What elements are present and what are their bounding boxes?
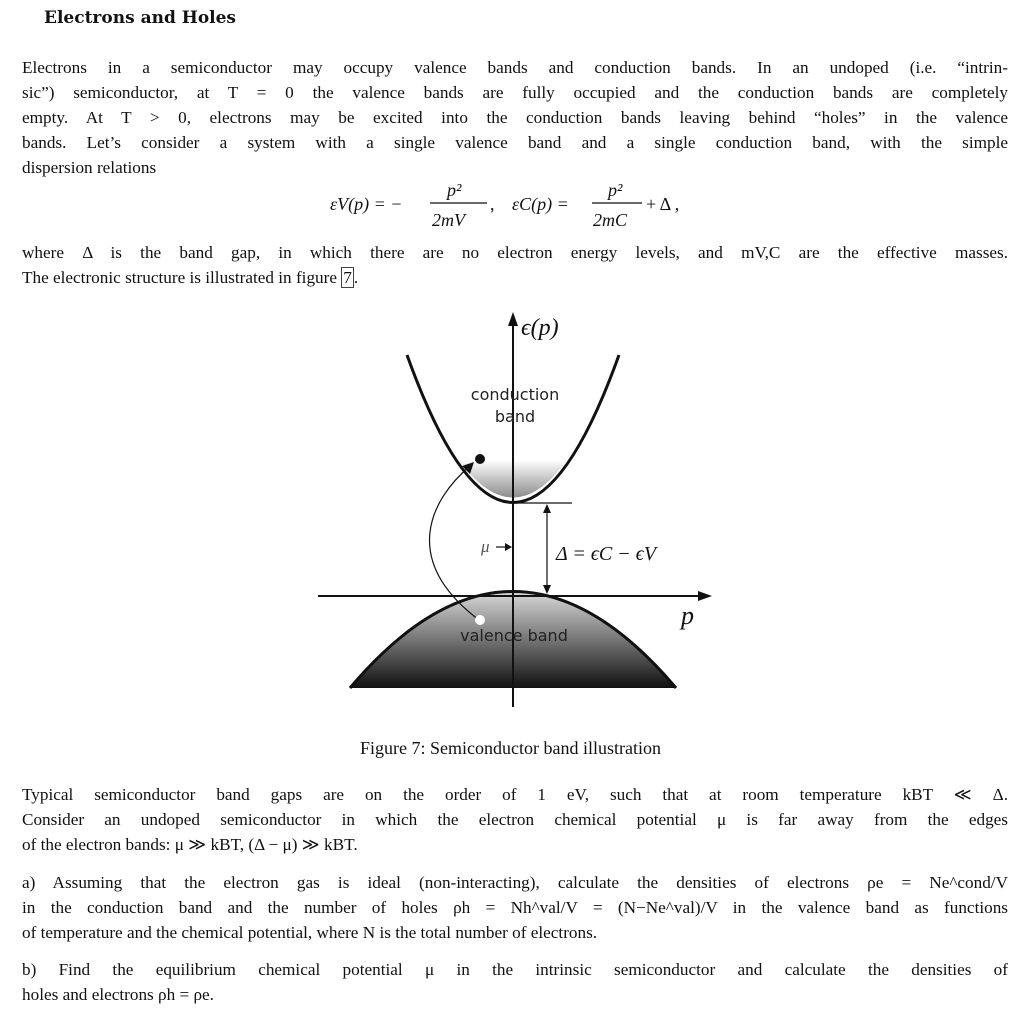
intro-paragraph: [22, 55, 1008, 180]
body-line: of the electron bands: μ ≫ kBT, (Δ − μ) ≫ kBT.: [22, 835, 358, 854]
x-axis-arrow: [698, 591, 712, 601]
ec-lhs: εC(p) =: [512, 194, 569, 214]
after-eq-period: .: [353, 268, 359, 287]
question-a-line: a) Assuming that the electron gas is ideal (non-interacting), calculate the densities of electrons ρe = Ne^cond/V: [22, 873, 1008, 892]
dispersion-equation: [0, 178, 1021, 234]
question-b: [22, 957, 1008, 1007]
ev-lhs: εV(p) = −: [330, 194, 403, 214]
x-axis-label: p: [681, 601, 694, 630]
ec-tail: + Δ ,: [646, 194, 680, 214]
intro-line: Electrons in a semiconductor may occupy valence bands and conduction bands. In an undoped (i.e. “intrin-: [22, 58, 1008, 77]
ev-comma: ,: [490, 194, 495, 214]
ev-denominator: 2mV: [432, 210, 465, 230]
conduction-label-1: conduction: [470, 385, 560, 404]
question-a-line: of temperature and the chemical potential, where N is the total number of electrons.: [22, 923, 598, 942]
question-b-line: holes and electrons ρh = ρe.: [22, 985, 214, 1004]
ev-numerator: p²: [447, 180, 462, 200]
intro-line: empty. At T > 0, electrons may be excited into the conduction bands leaving behind “holes” in the valence: [22, 108, 1008, 127]
figure-reference-link[interactable]: 7: [343, 268, 352, 287]
y-axis-label: ϵ(p): [521, 315, 559, 341]
question-a: [22, 870, 1008, 945]
electron-dot: [475, 454, 485, 464]
section-title: Electrons and Holes: [44, 8, 237, 28]
band-figure: [300, 305, 730, 715]
question-a-line: in the conduction band and the number of holes ρh = Nh^val/V = (N−Ne^val)/V in the valence band as functions: [22, 898, 1008, 917]
gap-label: Δ = ϵC − ϵV: [556, 543, 657, 565]
after-eq-line: where Δ is the band gap, in which there are no electron energy levels, and mV,C are the effective masses.: [22, 243, 1008, 262]
intro-line: dispersion relations: [22, 158, 157, 177]
figure-caption: Figure 7: Semiconductor band illustration: [360, 738, 661, 758]
ec-denominator: 2mC: [593, 210, 628, 230]
mu-label: μ: [481, 537, 490, 556]
body-line: Typical semiconductor band gaps are on the order of 1 eV, such that at room temperature kBT ≪ Δ.: [22, 785, 1008, 804]
body-line: Consider an undoped semiconductor in which the electron chemical potential μ is far away from the edges: [22, 810, 1008, 829]
valence-label: valence band: [460, 626, 568, 645]
gap-arrow-head-top: [543, 504, 551, 513]
hole-dot: [475, 615, 485, 625]
conduction-label-2: band: [494, 407, 536, 426]
intro-line: sic”) semiconductor, at T = 0 the valence bands are fully occupied and the conduction bands are completely: [22, 83, 1008, 102]
after-eq-text: The electronic structure is illustrated in figure: [22, 268, 342, 287]
intro-line: bands. Let’s consider a system with a single valence band and a single conduction band, with the simple: [22, 133, 1008, 152]
after-eq-line-2: [22, 265, 1008, 290]
body-paragraph: [22, 782, 1008, 857]
ec-numerator: p²: [608, 180, 623, 200]
question-b-line: b) Find the equilibrium chemical potential μ in the intrinsic semiconductor and calculate the densities of: [22, 960, 1008, 979]
after-equation-paragraph: [22, 240, 1008, 290]
mu-arrow-head: [505, 543, 512, 551]
gap-arrow-head-bottom: [543, 585, 551, 594]
y-axis-arrow: [508, 312, 518, 326]
